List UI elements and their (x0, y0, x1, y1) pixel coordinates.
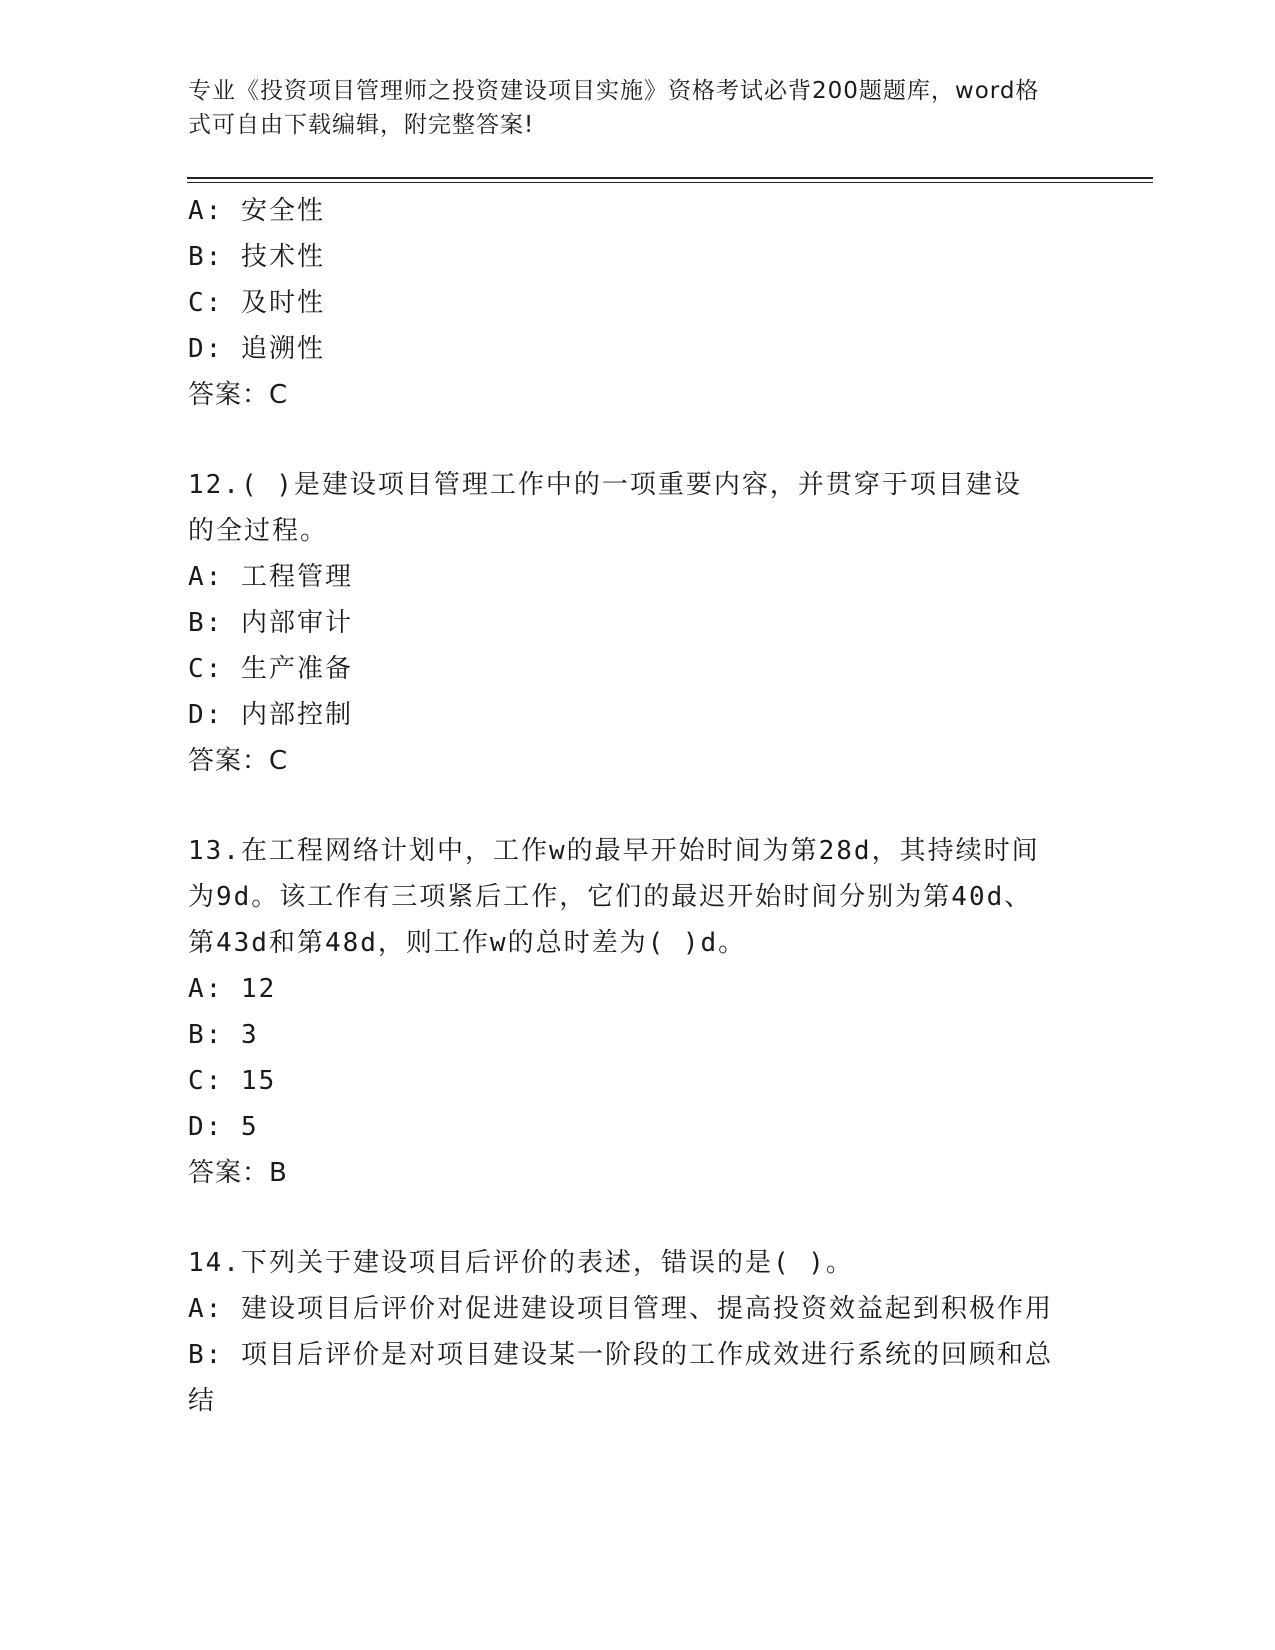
option-a: A: 工程管理 (188, 562, 353, 592)
document-header (188, 74, 1068, 142)
option-c: C: 及时性 (188, 288, 325, 318)
answer: 答案：C (188, 746, 289, 776)
question-14 (188, 1240, 1088, 1424)
question-12 (188, 462, 1088, 784)
question-stem: 14.下列关于建设项目后评价的表述，错误的是( )。 (188, 1248, 854, 1278)
option-b: B: 3 (188, 1020, 259, 1050)
header-line-1: 专业《投资项目管理师之投资建设项目实施》资格考试必背200题题库，word格 (188, 78, 1040, 104)
question-stem: 为9d。该工作有三项紧后工作，它们的最迟开始时间分别为第40d、 (188, 882, 1033, 912)
header-rule-thick (187, 177, 1153, 179)
option-a: A: 12 (188, 974, 277, 1004)
question-content (188, 188, 1088, 1424)
question-stem: 的全过程。 (188, 516, 329, 546)
question-13 (188, 828, 1088, 1196)
option-b: B: 内部审计 (188, 608, 353, 638)
option-b: B: 项目后评价是对项目建设某一阶段的工作成效进行系统的回顾和总 (188, 1340, 1053, 1370)
option-d: D: 内部控制 (188, 700, 353, 730)
header-rule-thin (187, 182, 1153, 183)
answer: 答案：C (188, 380, 289, 410)
option-a: A: 建设项目后评价对促进建设项目管理、提高投资效益起到积极作用 (188, 1294, 1053, 1324)
option-d: D: 5 (188, 1112, 259, 1142)
answer: 答案：B (188, 1158, 288, 1188)
option-c: C: 15 (188, 1066, 277, 1096)
question-11 (188, 188, 1088, 418)
option-d: D: 追溯性 (188, 334, 325, 364)
header-line-2: 式可自由下载编辑，附完整答案! (188, 112, 535, 138)
question-stem: 第43d和第48d，则工作w的总时差为( )d。 (188, 928, 747, 958)
option-a: A: 安全性 (188, 196, 325, 226)
option-b-continued: 结 (188, 1386, 217, 1416)
option-b: B: 技术性 (188, 242, 325, 272)
question-stem: 12.( )是建设项目管理工作中的一项重要内容，并贯穿于项目建设 (188, 470, 1022, 500)
option-c: C: 生产准备 (188, 654, 353, 684)
question-stem: 13.在工程网络计划中，工作w的最早开始时间为第28d，其持续时间 (188, 836, 1040, 866)
